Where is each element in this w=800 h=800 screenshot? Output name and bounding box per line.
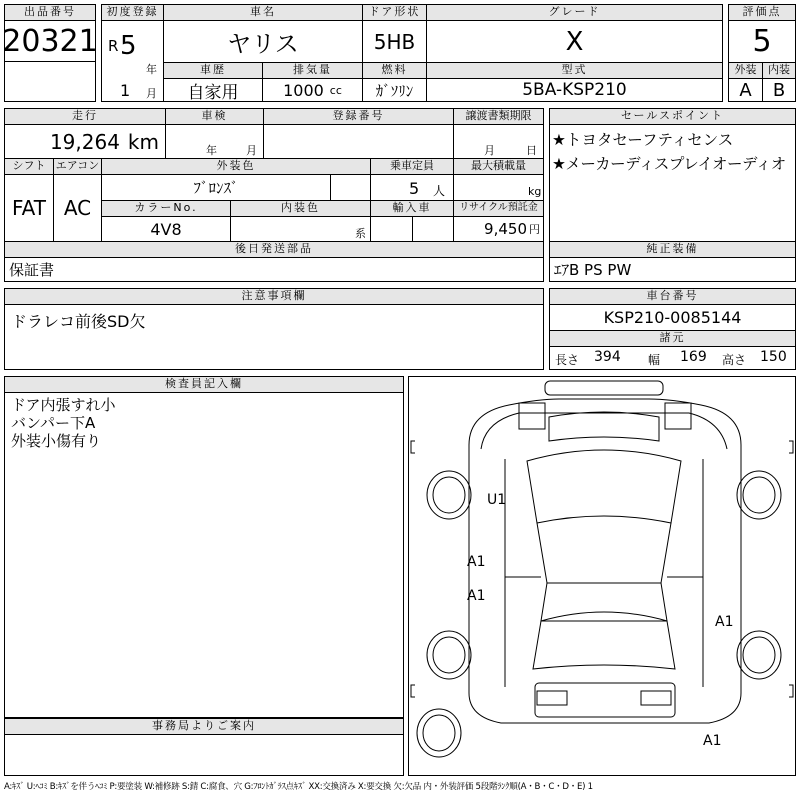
shift: FAT xyxy=(4,174,54,242)
dimensions-cell xyxy=(549,346,796,370)
capacity-cell xyxy=(370,174,454,201)
right-bracket xyxy=(789,441,793,453)
aircon: AC xyxy=(53,174,102,242)
displacement-unit: cc xyxy=(329,83,342,97)
load-unit: kg xyxy=(528,185,542,198)
grade: X xyxy=(426,20,723,63)
interior-color-header: 内装色 xyxy=(230,200,371,217)
sales-point-box xyxy=(549,124,796,242)
chassis-header: 車台番号 xyxy=(549,288,796,305)
damage-mark-left-front-door: A1 xyxy=(467,554,486,570)
mileage-unit: km xyxy=(127,129,159,154)
spare-wheel xyxy=(417,709,461,757)
rear-bumper xyxy=(535,683,675,717)
car-body-outline xyxy=(469,399,741,723)
damage-mark-left-front-fender: U1 xyxy=(487,492,507,508)
legend: A:ｷｽﾞ U:ﾍｺﾐ B:ｷｽﾞを伴うﾍｺﾐ P:要塗装 W:補修跡 S:錆 C:腐食、穴 G:ﾌﾛﾝﾄｶﾞﾗｽ点ｷｽﾞ XX:交換済み X:要交換 欠:欠品 内・外装評価 5段階ﾗﾝｸ順(A・B・C・D・E) 1 xyxy=(4,782,593,792)
windshield xyxy=(527,450,681,523)
import-cell-2 xyxy=(412,216,454,242)
inspection-cell xyxy=(165,124,264,159)
fuel: ｶﾞｿﾘﾝ xyxy=(362,78,427,102)
import-header: 輸入車 xyxy=(370,200,454,217)
grille xyxy=(549,412,659,441)
wheel-front-left-inner xyxy=(433,477,465,513)
office-box xyxy=(4,734,404,776)
inspector-note: バンパー下A xyxy=(11,414,96,432)
first-registration-cell xyxy=(101,20,164,102)
reg-month-unit: 月 xyxy=(146,87,157,100)
left-bracket-rear xyxy=(411,685,415,697)
model-header: 型式 xyxy=(426,62,723,79)
wheel-rear-right xyxy=(737,631,781,679)
transfer-cell xyxy=(453,124,544,159)
mileage-cell xyxy=(4,124,166,159)
transfer-day-unit: 日 xyxy=(526,144,537,157)
car-diagram-svg xyxy=(409,377,795,775)
era-label: R xyxy=(108,37,119,55)
inspector-note: 外装小傷有り xyxy=(11,432,102,450)
length: 394 xyxy=(594,349,621,365)
caution-header: 注意事項欄 xyxy=(4,288,544,305)
color-blank xyxy=(330,174,371,201)
parts-value: 保証書 xyxy=(4,257,544,282)
plate-cell xyxy=(263,124,454,159)
wheel-front-left xyxy=(427,471,471,519)
capacity-unit: 人 xyxy=(433,184,446,198)
height-label: 高さ xyxy=(722,353,747,367)
inspection-header: 車検 xyxy=(165,108,264,125)
taillight-right xyxy=(641,691,671,705)
lot-number-header: 出品番号 xyxy=(4,4,96,21)
caution-box xyxy=(4,304,544,370)
wheel-front-right-inner xyxy=(743,477,775,513)
capacity: 5 xyxy=(409,179,420,198)
interior-header: 内装 xyxy=(762,62,796,79)
parts-header: 後日発送部品 xyxy=(4,241,544,258)
history: 自家用 xyxy=(163,78,263,102)
headlight-right xyxy=(665,403,691,429)
equipment-header: 純正装備 xyxy=(549,241,796,258)
score-header: 評価点 xyxy=(728,4,796,21)
spare-wheel-inner xyxy=(423,715,455,751)
sales-point-line: ★メーカーディスプレイオーディオ xyxy=(552,155,786,173)
exterior-grade: A xyxy=(728,78,763,102)
damage-mark-left-rear-door: A1 xyxy=(467,588,486,604)
fuel-header: 燃料 xyxy=(362,62,427,79)
history-header: 車歴 xyxy=(163,62,263,79)
import-cell-1 xyxy=(370,216,413,242)
inspector-header: 検査員記入欄 xyxy=(4,376,404,393)
inspector-notes xyxy=(4,392,404,718)
damage-mark-rear: A1 xyxy=(703,733,722,749)
aircon-header: エアコン xyxy=(53,158,102,175)
door-type: 5HB xyxy=(362,20,427,63)
wheel-rear-left xyxy=(427,631,471,679)
headlight-left xyxy=(519,403,545,429)
recycle-amount: 9,450 xyxy=(484,220,527,238)
chassis-number: KSP210-0085144 xyxy=(549,304,796,331)
wheel-rear-right-inner xyxy=(743,637,775,673)
load-cell xyxy=(453,174,544,201)
equipment-value: ｴｱB PS PW xyxy=(549,257,796,282)
roof-front xyxy=(537,523,671,583)
color-no-header: カラーNo. xyxy=(101,200,231,217)
transfer-header: 譲渡書類期限 xyxy=(453,108,544,125)
mileage-header: 走行 xyxy=(4,108,166,125)
hood-line xyxy=(481,413,727,449)
color-no: 4V8 xyxy=(101,216,231,242)
door-header: ドア形状 xyxy=(362,4,427,21)
transfer-month-unit: 月 xyxy=(484,144,495,157)
color-header: 外装色 xyxy=(101,158,371,175)
car-diagram xyxy=(408,376,796,776)
right-bracket-rear xyxy=(789,685,793,697)
office-header: 事務局よりご案内 xyxy=(4,718,404,735)
recycle-unit: 円 xyxy=(529,223,540,236)
height: 150 xyxy=(760,349,787,365)
wheel-front-right xyxy=(737,471,781,519)
dimensions-header: 諸元 xyxy=(549,330,796,347)
front-bumper xyxy=(545,381,663,395)
roof-rear xyxy=(541,583,667,621)
caution-text: ドラレコ前後SD欠 xyxy=(11,312,146,331)
damage-mark-right-rear-fender: A1 xyxy=(715,614,734,630)
inspection-year-unit: 年 xyxy=(206,144,217,157)
lot-number-blank xyxy=(4,61,96,102)
reg-month: 1 xyxy=(120,81,131,100)
score: 5 xyxy=(728,20,796,63)
interior-grade: B xyxy=(762,78,796,102)
recycle-cell xyxy=(453,216,544,242)
displacement: 1000 xyxy=(283,80,324,100)
length-label: 長さ xyxy=(555,353,580,367)
load-header: 最大積載量 xyxy=(453,158,544,175)
shift-header: シフト xyxy=(4,158,54,175)
displacement-header: 排気量 xyxy=(262,62,363,79)
lot-number: 20321 xyxy=(4,20,96,62)
car-name-header: 車名 xyxy=(163,4,363,21)
sales-point-header: セールスポイント xyxy=(549,108,796,125)
recycle-header: リサイクル預託金 xyxy=(453,200,544,217)
plate-header: 登録番号 xyxy=(263,108,454,125)
interior-color-unit: 系 xyxy=(355,227,366,240)
displacement-cell xyxy=(262,78,363,102)
inspector-note: ドア内張すれ小 xyxy=(11,396,116,414)
sales-point-line: ★トヨタセーフティセンス xyxy=(552,131,734,149)
first-registration-header: 初度登録 xyxy=(101,4,164,21)
inspection-month-unit: 月 xyxy=(246,144,257,157)
width: 169 xyxy=(680,349,707,365)
width-label: 幅 xyxy=(648,353,661,367)
reg-year: 5 xyxy=(120,31,137,61)
taillight-left xyxy=(537,691,567,705)
grade-header: グレード xyxy=(426,4,723,21)
left-bracket xyxy=(411,441,415,453)
capacity-header: 乗車定員 xyxy=(370,158,454,175)
car-name: ヤリス xyxy=(163,20,363,63)
reg-year-unit: 年 xyxy=(146,63,157,76)
interior-color-cell xyxy=(230,216,371,242)
body-color: ﾌﾞﾛﾝｽﾞ xyxy=(101,174,331,201)
model-code: 5BA-KSP210 xyxy=(426,78,723,102)
exterior-header: 外装 xyxy=(728,62,763,79)
mileage: 19,264 xyxy=(49,129,120,154)
wheel-rear-left-inner xyxy=(433,637,465,673)
